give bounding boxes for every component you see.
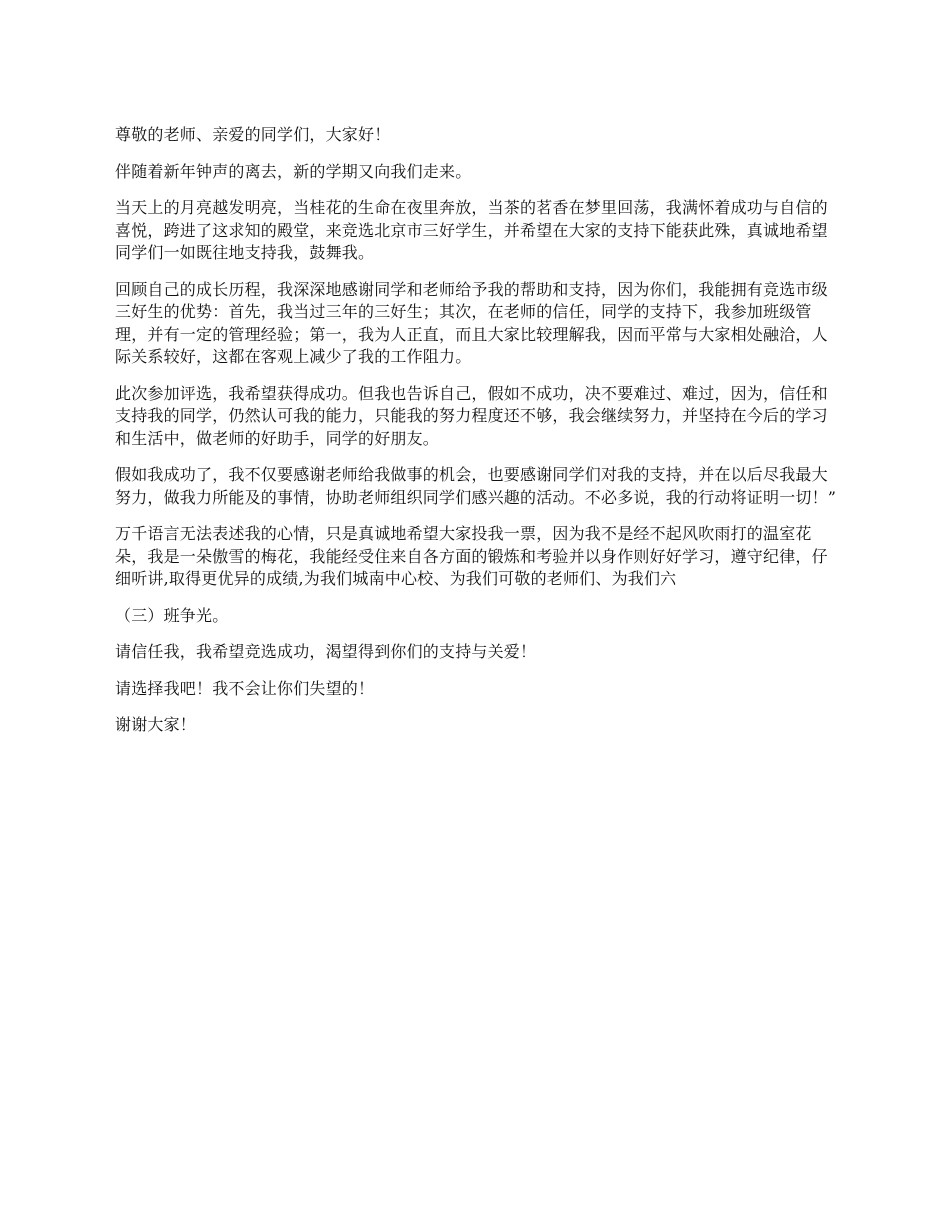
body-paragraph: 当天上的月亮越发明亮，当桂花的生命在夜里奔放，当茶的茗香在梦里回荡，我满怀着成功与自信的喜悦，跨进了这求知的殿堂，来竞选北京市三好学生，并希望在大家的支持下能获此殊，真诚地希望同学们一如既往地支持我，鼓舞我。 bbox=[115, 198, 828, 262]
intro-paragraph: 伴随着新年钟声的离去，新的学期又向我们走来。 bbox=[115, 161, 472, 181]
thanks-paragraph: 谢谢大家！ bbox=[115, 715, 197, 734]
body-paragraph: 万千语言无法表述我的心情，只是真诚地希望大家投我一票，因为我不是经不起风吹雨打的温室花朵，我是一朵傲雪的梅花，我能经受住来自各方面的锻炼和考验并以身作则好好学习，遵守纪律，仔细听讲,取得更优异的成绩,为我们城南中心校、为我们可敬的老师们、为我们六 bbox=[115, 524, 828, 588]
body-paragraph: （三）班争光。 bbox=[115, 605, 229, 625]
greeting-paragraph: 尊敬的老师、亲爱的同学们，大家好！ bbox=[115, 125, 391, 144]
closing-paragraph: 请选择我吧！我不会让你们失望的！ bbox=[115, 678, 375, 698]
document-body bbox=[115, 124, 840, 751]
closing-paragraph: 请信任我，我希望竞选成功，渴望得到你们的支持与关爱！ bbox=[115, 642, 537, 661]
body-paragraph: 回顾自己的成长历程，我深深地感谢同学和老师给予我的帮助和支持，因为你们，我能拥有竞选市级三好生的优势：首先，我当过三年的三好生；其次，在老师的信任，同学的支持下，我参加班级管理，并有一定的管理经验；第一，我为人正直，而且大家比较理解我，因而平常与大家相处融洽，人际关系较好，这都在客观上减少了我的工作阻力。 bbox=[115, 279, 828, 366]
body-paragraph: 此次参加评选，我希望获得成功。但我也告诉自己，假如不成功，决不要难过、难过，因为，信任和支持我的同学，仍然认可我的能力，只能我的努力程度还不够，我会继续努力，并坚持在今后的学习和生活中，做老师的好助手，同学的好朋友。 bbox=[115, 383, 828, 448]
body-paragraph: 假如我成功了，我不仅要感谢老师给我做事的机会，也要感谢同学们对我的支持，并在以后尽我最大努力，做我力所能及的事情，协助老师组织同学们感兴趣的活动。不必多说，我的行动将证明一切！” bbox=[115, 465, 837, 507]
